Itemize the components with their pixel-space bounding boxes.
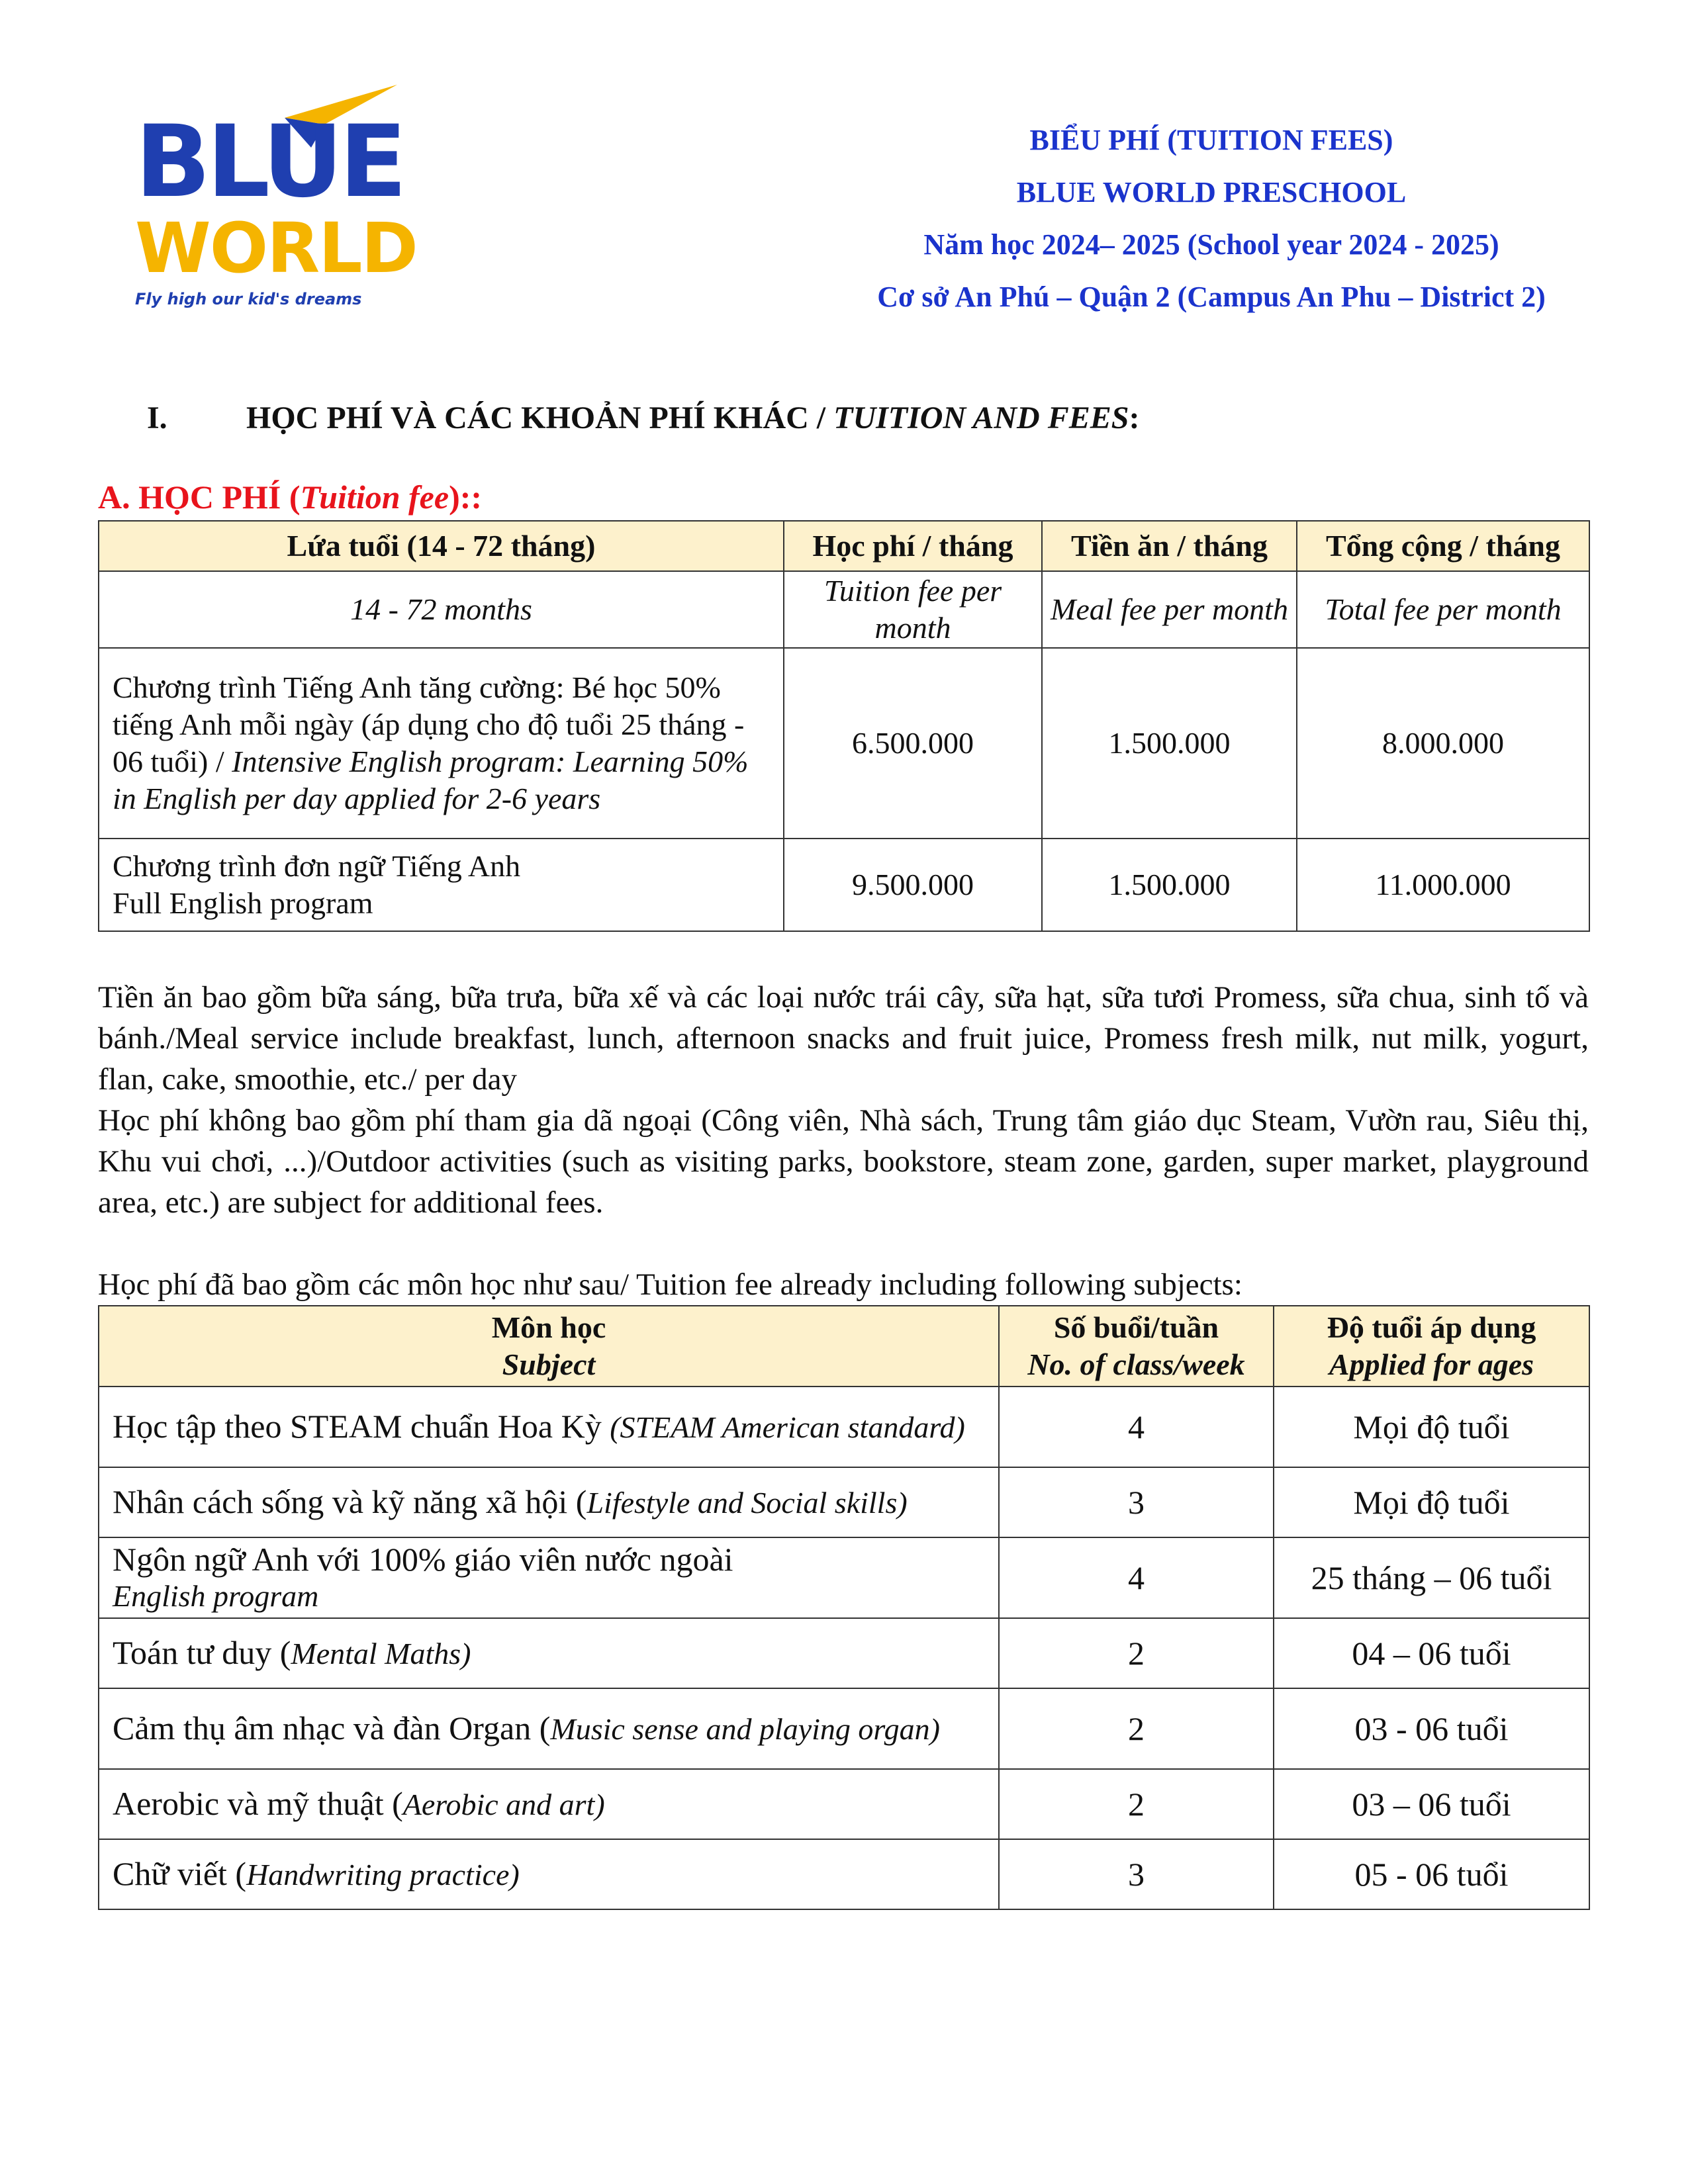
- table-row: [99, 1467, 1589, 1537]
- ages-value: 03 - 06 tuổi: [1274, 1688, 1589, 1769]
- table-row: [99, 1618, 1589, 1688]
- subject-name-en: English program: [113, 1579, 319, 1613]
- meal-note: Tiền ăn bao gồm bữa sáng, bữa trưa, bữa xế và các loại nước trái cây, sữa hạt, sữa tươi Promess, sữa chua, sinh tố và bánh./Meal service include breakfast, lunch, afternoon snacks and fruit juice, Promess fresh milk, nut milk, yogurt, flan, cake, smoothie, etc./ per day: [98, 980, 1589, 1097]
- section-title: [147, 400, 1139, 436]
- program-name-en: Intensive English program: Learning 50% in English per day applied for 2-6 years: [113, 745, 749, 815]
- subject-name-vi: Toán tư duy (: [113, 1634, 291, 1671]
- subject-cell: [99, 1769, 999, 1839]
- tuition-value: 9.500.000: [784, 839, 1042, 931]
- subjects-table: [98, 1305, 1590, 1910]
- header-school: BLUE WORLD PRESCHOOL: [1016, 176, 1407, 208]
- fees-table-header-row: [99, 521, 1589, 571]
- sessions-value: 2: [999, 1769, 1274, 1839]
- program-name-vi: Chương trình đơn ngữ Tiếng Anh: [113, 849, 521, 883]
- subjects-header-sessions-en: No. of class/week: [1027, 1347, 1245, 1381]
- subject-name-en: Music sense and playing organ): [550, 1712, 940, 1746]
- sessions-value: 3: [999, 1839, 1274, 1909]
- fees-header-meal: Tiền ăn / tháng: [1042, 521, 1297, 571]
- subject-name-vi: Aerobic và mỹ thuật (: [113, 1785, 403, 1822]
- subject-name-en: Handwriting practice): [246, 1858, 520, 1891]
- subjects-table-header-row: [99, 1306, 1589, 1387]
- sessions-value: 2: [999, 1688, 1274, 1769]
- table-row: [99, 1387, 1589, 1467]
- program-cell: [99, 648, 784, 839]
- total-value: 11.000.000: [1297, 839, 1589, 931]
- table-row: [99, 1537, 1589, 1618]
- ages-value: 03 – 06 tuổi: [1274, 1769, 1589, 1839]
- program-name-en: Full English program: [113, 886, 373, 920]
- fees-table: [98, 520, 1590, 932]
- subject-cell: [99, 1387, 999, 1467]
- subjects-header-subject: [99, 1306, 999, 1387]
- ages-value: 25 tháng – 06 tuổi: [1274, 1537, 1589, 1618]
- subjects-header-subject-vi: Môn học: [491, 1310, 606, 1344]
- total-value: 8.000.000: [1297, 648, 1589, 839]
- subject-name-vi: Chữ viết (: [113, 1855, 247, 1892]
- fees-subheader-meal: Meal fee per month: [1042, 571, 1297, 648]
- subject-cell: [99, 1839, 999, 1909]
- logo-text-blue: BLUE: [135, 105, 403, 220]
- subject-name-en: (STEAM American standard): [610, 1410, 965, 1444]
- meal-value: 1.500.000: [1042, 839, 1297, 931]
- subject-name-vi: Cảm thụ âm nhạc và đàn Organ (: [113, 1709, 551, 1747]
- section-title-en: TUITION AND FEES: [833, 400, 1129, 435]
- subject-name-vi: Ngôn ngữ Anh với 100% giáo viên nước ngoài: [113, 1541, 733, 1578]
- subject-name-vi: Học tập theo STEAM chuẩn Hoa Kỳ: [113, 1408, 610, 1445]
- subject-name-en: Mental Maths): [291, 1637, 471, 1670]
- subject-cell: [99, 1467, 999, 1537]
- subsection-title-en: Tuition fee: [300, 478, 449, 516]
- table-row: [99, 1688, 1589, 1769]
- subjects-header-sessions-vi: Số buổi/tuần: [1053, 1310, 1219, 1344]
- document-header: [781, 114, 1642, 323]
- fees-header-tuition: Học phí / tháng: [784, 521, 1042, 571]
- sessions-value: 2: [999, 1618, 1274, 1688]
- subject-name-en: Aerobic and art): [402, 1788, 605, 1821]
- header-title: BIỂU PHÍ (TUITION FEES): [1029, 124, 1393, 156]
- section-title-suffix: :: [1129, 400, 1140, 435]
- subsection-prefix: A. HỌC PHÍ (: [98, 478, 301, 516]
- fees-table-subheader-row: [99, 571, 1589, 648]
- subject-cell: [99, 1688, 999, 1769]
- ages-value: 04 – 06 tuổi: [1274, 1618, 1589, 1688]
- subjects-intro: Học phí đã bao gồm các môn học như sau/ Tuition fee already including following subjects:: [98, 1267, 1243, 1302]
- logo-text-world: WORLD: [135, 208, 417, 289]
- section-number: I.: [147, 400, 167, 435]
- program-name-vi: Chương trình Tiếng Anh tăng cường: Bé học 50% tiếng Anh mỗi ngày (áp dụng cho độ tuổi 25 tháng - 06 tuổi) /: [113, 670, 745, 778]
- fees-subheader-total: Total fee per month: [1297, 571, 1589, 648]
- table-row: [99, 1839, 1589, 1909]
- sessions-value: 4: [999, 1387, 1274, 1467]
- tuition-value: 6.500.000: [784, 648, 1042, 839]
- subjects-header-ages-en: Applied for ages: [1329, 1347, 1534, 1381]
- table-row: [99, 839, 1589, 931]
- subjects-header-sessions: [999, 1306, 1274, 1387]
- subject-name-en: Lifestyle and Social skills): [586, 1486, 908, 1520]
- header-campus: Cơ sở An Phú – Quận 2 (Campus An Phu – District 2): [877, 281, 1546, 313]
- school-logo: [126, 78, 417, 316]
- subsection-suffix: )::: [449, 478, 483, 516]
- outdoor-note: Học phí không bao gồm phí tham gia dã ngoại (Công viên, Nhà sách, Trung tâm giáo dục Steam, Vườn rau, Siêu thị, Khu vui chơi, ...)/Outdoor activities (such as visiting parks, bookstore, steam zone, garden, super market, playground area, etc.) are subject for additional fees.: [98, 1103, 1589, 1220]
- ages-value: Mọi độ tuổi: [1274, 1467, 1589, 1537]
- subjects-header-ages: [1274, 1306, 1589, 1387]
- subject-cell: [99, 1537, 999, 1618]
- subjects-header-subject-en: Subject: [502, 1347, 596, 1381]
- subject-cell: [99, 1618, 999, 1688]
- table-row: [99, 1769, 1589, 1839]
- fees-header-total: Tổng cộng / tháng: [1297, 521, 1589, 571]
- header-school-year: Năm học 2024– 2025 (School year 2024 - 2025): [923, 228, 1499, 261]
- subjects-header-ages-vi: Độ tuổi áp dụng: [1327, 1310, 1536, 1344]
- logo-tagline: Fly high our kid's dreams: [135, 290, 362, 308]
- sessions-value: 3: [999, 1467, 1274, 1537]
- fees-subheader-age: 14 - 72 months: [99, 571, 784, 648]
- subsection-title: [98, 478, 482, 516]
- fees-subheader-tuition: Tuition fee per month: [784, 571, 1042, 648]
- section-title-vi: HỌC PHÍ VÀ CÁC KHOẢN PHÍ KHÁC /: [246, 400, 834, 435]
- ages-value: Mọi độ tuổi: [1274, 1387, 1589, 1467]
- table-row: [99, 648, 1589, 839]
- sessions-value: 4: [999, 1537, 1274, 1618]
- program-cell: [99, 839, 784, 931]
- fees-header-age: Lứa tuổi (14 - 72 tháng): [99, 521, 784, 571]
- meal-value: 1.500.000: [1042, 648, 1297, 839]
- subject-name-vi: Nhân cách sống và kỹ năng xã hội (: [113, 1483, 587, 1520]
- ages-value: 05 - 06 tuổi: [1274, 1839, 1589, 1909]
